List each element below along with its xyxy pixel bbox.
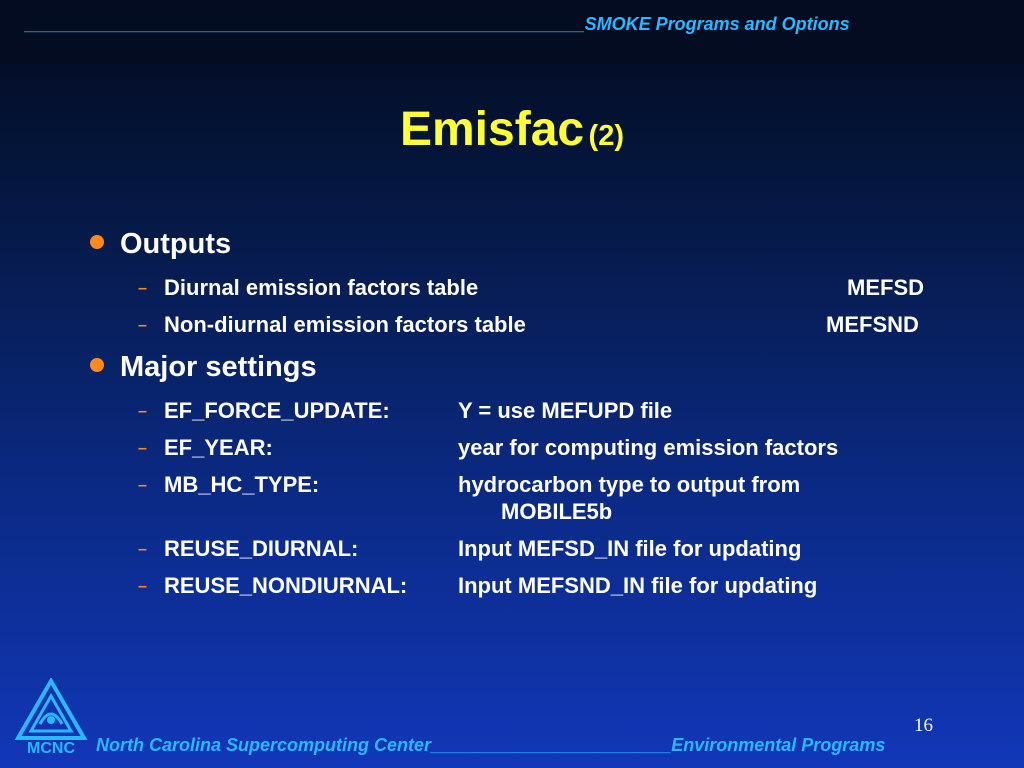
setting-key: MB_HC_TYPE:	[164, 472, 320, 497]
title-main: Emisfac	[399, 103, 585, 156]
bullet-dot-icon	[90, 358, 104, 372]
footer-text: North Carolina Supercomputing Center________________________Environmental Programs	[96, 735, 886, 755]
dash-icon: –	[138, 280, 147, 297]
dash-icon: –	[138, 317, 147, 334]
setting-value: hydrocarbon type to output from	[458, 472, 801, 497]
settings-bullet	[90, 351, 317, 384]
outputs-label: Outputs	[120, 228, 232, 260]
setting-value: Y = use MEFUPD file	[458, 398, 673, 423]
setting-item	[138, 435, 838, 461]
list-item	[138, 312, 526, 338]
dash-icon: –	[138, 440, 147, 457]
output-value: MEFSND	[826, 312, 919, 337]
header-text: ________________________________________________________SMOKE Programs and Options	[24, 14, 850, 34]
mcnc-triangle-logo-icon	[14, 678, 88, 742]
setting-value: Input MEFSND_IN file for updating	[458, 573, 818, 598]
outputs-bullet	[90, 228, 231, 261]
logo-text: MCNC	[27, 740, 75, 757]
title-sub: (2)	[588, 120, 624, 152]
setting-key: EF_FORCE_UPDATE:	[164, 398, 390, 423]
setting-value-continuation: MOBILE5b	[501, 499, 613, 524]
slide-title	[0, 102, 1024, 157]
setting-value: Input MEFSD_IN file for updating	[458, 536, 802, 561]
setting-key: EF_YEAR:	[164, 435, 273, 460]
setting-item	[138, 472, 800, 498]
setting-item	[138, 573, 817, 599]
page-number: 16	[914, 715, 933, 736]
output-value: MEFSD	[847, 275, 924, 300]
bullet-dot-icon	[90, 235, 104, 249]
output-text: Non-diurnal emission factors table	[164, 312, 526, 337]
dash-icon: –	[138, 403, 147, 420]
output-text: Diurnal emission factors table	[164, 275, 479, 300]
setting-value: year for computing emission factors	[458, 435, 839, 460]
dash-icon: –	[138, 477, 147, 494]
list-item	[138, 275, 478, 301]
setting-item	[138, 536, 801, 562]
settings-label: Major settings	[120, 351, 317, 383]
mcnc-logo	[14, 678, 88, 762]
setting-item	[138, 398, 672, 424]
setting-key: REUSE_NONDIURNAL:	[164, 573, 408, 598]
dash-icon: –	[138, 578, 147, 595]
dash-icon: –	[138, 541, 147, 558]
setting-key: REUSE_DIURNAL:	[164, 536, 359, 561]
